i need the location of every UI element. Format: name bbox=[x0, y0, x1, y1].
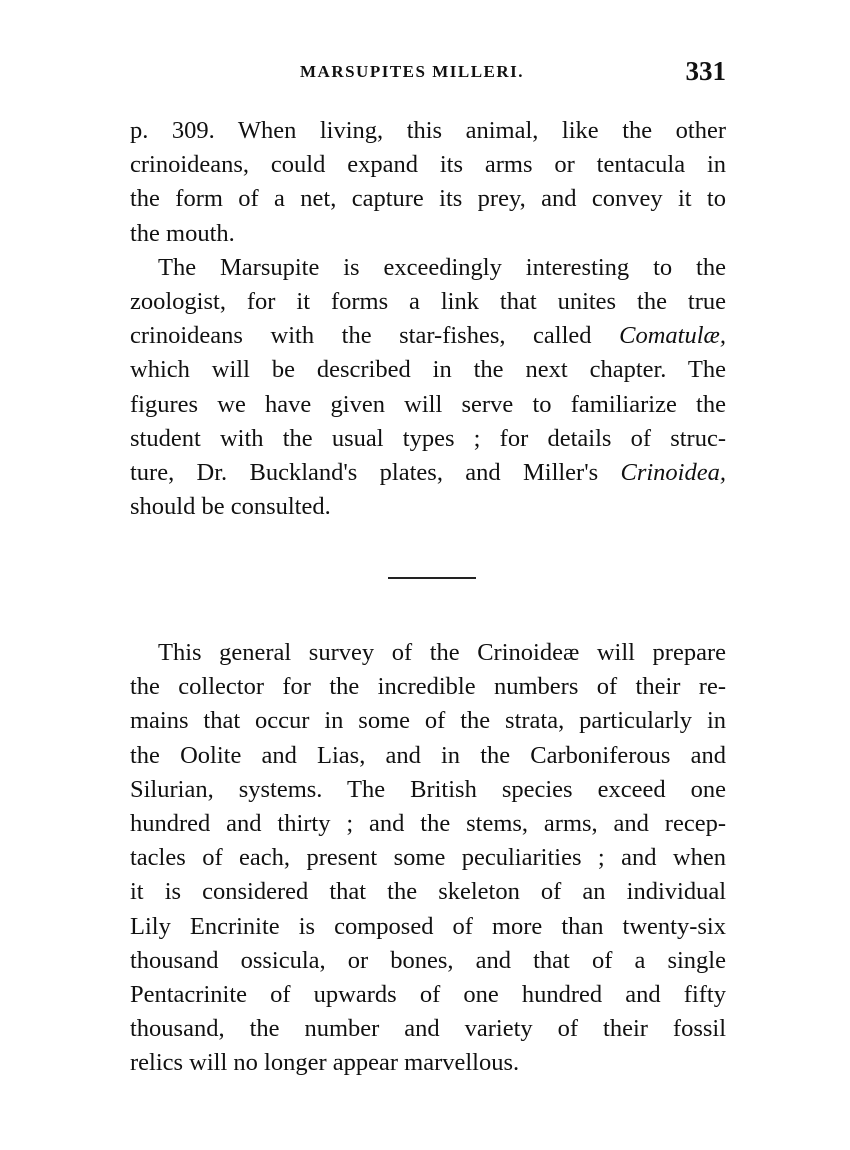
text-line: crinoideans, could expand its arms or tentacula in bbox=[130, 151, 726, 179]
section-divider bbox=[388, 577, 476, 579]
text-line: thousand ossicula, or bones, and that of a single bbox=[130, 946, 726, 974]
text-line: it is considered that the skeleton of an individual bbox=[130, 878, 726, 906]
text-line: thousand, the number and variety of their fossil bbox=[130, 1015, 726, 1043]
text-line: figures we have given will serve to familiarize the bbox=[130, 390, 726, 418]
text-line: the collector for the incredible numbers of their re- bbox=[130, 673, 726, 701]
text-line: Silurian, systems. The British species exceed one bbox=[130, 775, 726, 803]
text-line: relics will no longer appear marvellous. bbox=[130, 1049, 520, 1077]
text-line bbox=[130, 319, 726, 353]
italic-term-comatulae: Comatulæ, bbox=[619, 322, 726, 350]
italic-title-crinoidea: Crinoidea, bbox=[620, 459, 726, 487]
text-line: The Marsupite is exceedingly interesting to the bbox=[158, 253, 726, 281]
paragraph-marsupite bbox=[130, 251, 726, 525]
text-line: zoologist, for it forms a link that unites the true bbox=[130, 288, 726, 316]
text-line: the form of a net, capture its prey, and convey it to bbox=[130, 185, 726, 213]
text-fragment: ture, Dr. Buckland's plates, and Miller's bbox=[130, 459, 599, 487]
text-line: mains that occur in some of the strata, particularly in bbox=[130, 707, 726, 735]
paragraph-continued bbox=[130, 114, 726, 251]
text-line: tacles of each, present some peculiarities ; and when bbox=[130, 844, 726, 872]
text-line: Pentacrinite of upwards of one hundred and fifty bbox=[130, 981, 726, 1009]
text-line: the Oolite and Lias, and in the Carboniferous and bbox=[130, 741, 726, 769]
text-block-top bbox=[130, 114, 726, 524]
text-block-bottom bbox=[130, 636, 726, 1081]
page-header bbox=[130, 58, 726, 90]
text-fragment: crinoideans with the star-fishes, called bbox=[130, 322, 592, 350]
text-line: p. 309. When living, this animal, like the other bbox=[130, 117, 726, 144]
text-line: Lily Encrinite is composed of more than twenty-six bbox=[130, 912, 726, 940]
text-line: which will be described in the next chapter. The bbox=[130, 356, 726, 384]
text-line bbox=[130, 456, 726, 490]
page-number: 331 bbox=[685, 56, 726, 86]
text-line: the mouth. bbox=[130, 219, 235, 247]
running-head: MARSUPITES MILLERI. bbox=[300, 62, 525, 81]
text-line: hundred and thirty ; and the stems, arms, and recep- bbox=[130, 810, 726, 838]
text-line: should be consulted. bbox=[130, 493, 331, 521]
paragraph-survey bbox=[130, 636, 726, 1081]
text-line: This general survey of the Crinoideæ will prepare bbox=[158, 639, 726, 666]
text-line: student with the usual types ; for details of struc- bbox=[130, 424, 726, 452]
